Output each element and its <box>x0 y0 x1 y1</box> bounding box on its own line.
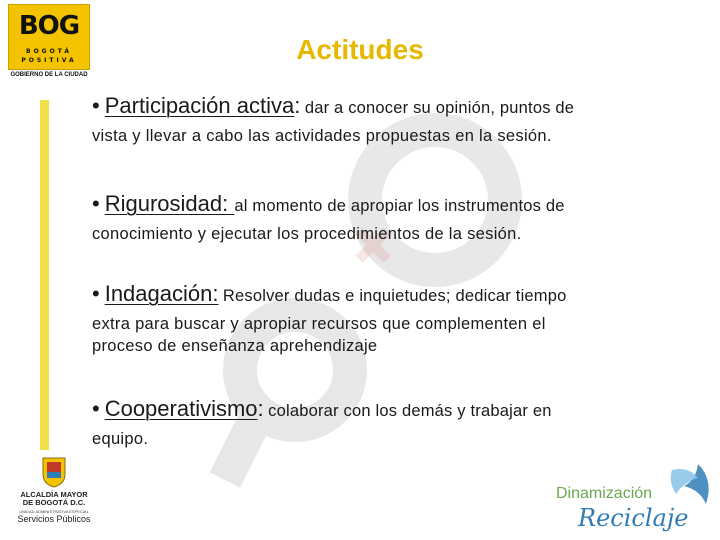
bullet: • <box>92 191 100 216</box>
item-description-cont: vista y llevar a cabo las actividades propuestas en la sesión. <box>92 127 552 145</box>
alcaldia-line-3: UNIDAD ADMINISTRATIVA ESPECIAL <box>19 509 89 514</box>
logo-line-2: POSITIVA <box>21 57 77 64</box>
bullet: • <box>92 281 100 306</box>
item-description: dar a conocer su opinión, puntos de <box>304 99 575 117</box>
item-term: Indagación: <box>104 281 219 306</box>
item-description: colaborar con los demás y trabajar en <box>268 402 552 420</box>
leaf-blue-icon <box>684 464 709 504</box>
item-description-cont: conocimiento y ejecutar los procedimientos de la sesión. <box>92 225 522 243</box>
alcaldia-line-2: DE BOGOTÁ D.C. <box>22 498 86 507</box>
list-item <box>92 192 682 245</box>
bullet: • <box>92 93 100 118</box>
item-colon: : <box>294 93 301 118</box>
item-term: Participación activa <box>104 93 295 118</box>
reciclaje-text: Reciclaje <box>578 504 689 532</box>
alcaldia-line-4: Servicios Públicos <box>17 514 91 524</box>
accent-bar <box>40 100 49 450</box>
item-description-cont: extra para buscar y apropiar recursos que complementen el <box>92 315 546 333</box>
item-description-cont: proceso de enseñanza aprehendizaje <box>92 337 378 355</box>
item-description-cont: equipo. <box>92 430 149 448</box>
item-description: al momento de apropiar los instrumentos de <box>234 197 565 215</box>
logo-line-1: BOGOTÁ <box>26 48 72 55</box>
alcaldia-logo <box>12 456 96 536</box>
bog-logo <box>8 4 90 84</box>
logo-caption: GOBIERNO DE LA CIUDAD <box>10 72 88 78</box>
item-term: Rigurosidad: <box>104 191 235 216</box>
slide-title: Actitudes <box>296 34 424 65</box>
item-term: Cooperativismo <box>104 396 258 421</box>
dinamizacion-text: Dinamización <box>556 485 653 502</box>
coat-of-arms-icon <box>41 456 67 488</box>
item-description: Resolver dudas e inquietudes; dedicar tiempo <box>222 287 567 305</box>
dinamizacion-reciclaje-logo <box>548 460 716 536</box>
logo-word: BOG <box>18 11 80 41</box>
list-item <box>92 94 682 147</box>
bullet: • <box>92 396 100 421</box>
logo-box <box>8 4 90 70</box>
alcaldia-line-1: ALCALDÍA MAYOR <box>20 490 88 499</box>
item-colon: : <box>257 396 264 421</box>
list-item <box>92 282 682 357</box>
list-item <box>92 397 682 450</box>
